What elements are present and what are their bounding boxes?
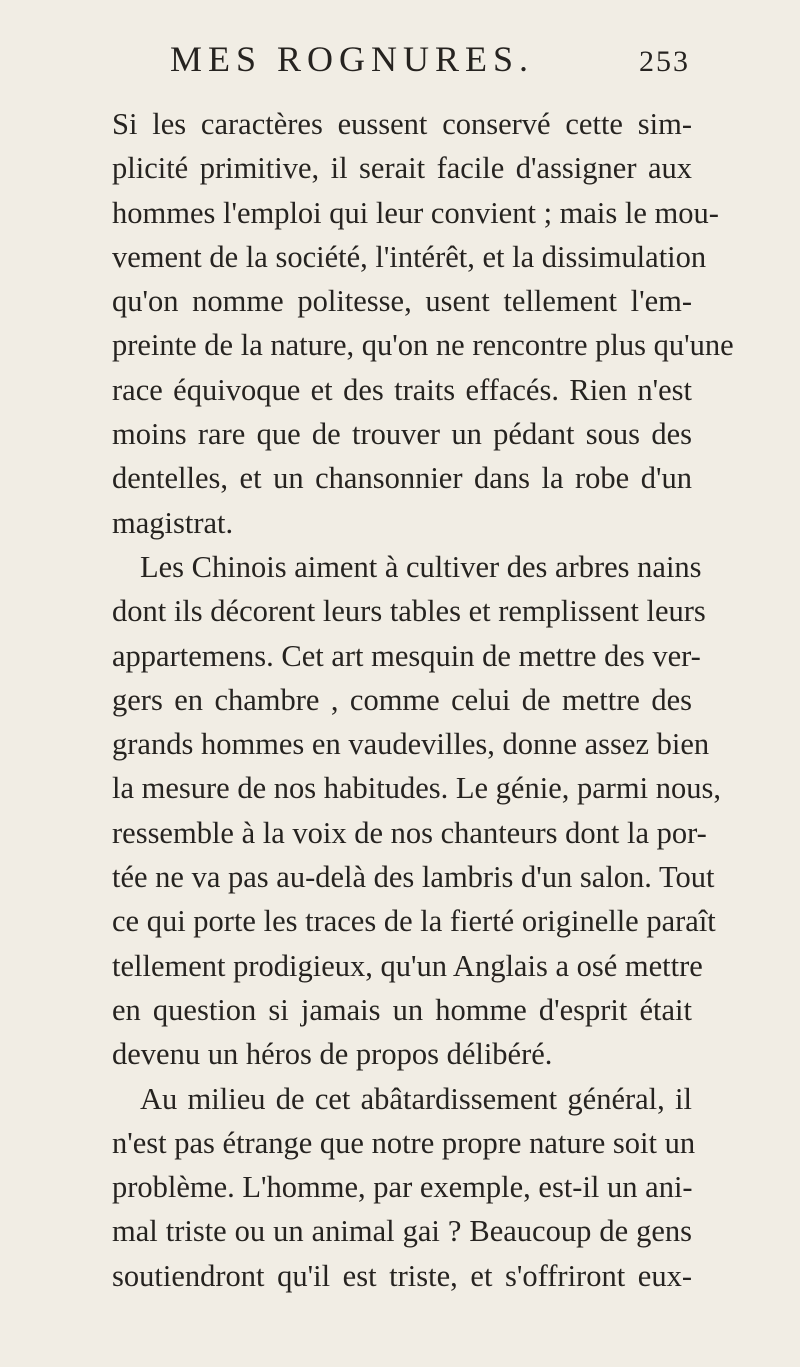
text-line: dentelles, et un chansonnier dans la robe d'un xyxy=(112,461,692,496)
text-line: soutiendront qu'il est triste, et s'offriront eux- xyxy=(112,1258,692,1293)
text-line: devenu un héros de propos délibéré. xyxy=(112,1037,553,1072)
text-line: hommes l'emploi qui leur convient ; mais le mou- xyxy=(112,195,719,230)
running-title: MES ROGNURES. xyxy=(170,39,535,79)
text-line: ce qui porte les traces de la fierté originelle paraît xyxy=(112,904,716,939)
text-line: dont ils décorent leurs tables et remplissent leurs xyxy=(112,594,706,629)
text-line: Si les caractères eussent conservé cette sim- xyxy=(112,107,692,141)
text-line: qu'on nomme politesse, usent tellement l'em- xyxy=(112,284,692,319)
page-number: 253 xyxy=(639,45,690,78)
page-header xyxy=(170,38,690,80)
text-line: tellement prodigieux, qu'un Anglais a osé mettre xyxy=(112,948,703,983)
text-line: Les Chinois aiment à cultiver des arbres nains xyxy=(140,549,702,584)
text-line: ressemble à la voix de nos chanteurs dont la por- xyxy=(112,815,707,850)
text-line: tée ne va pas au-delà des lambris d'un salon. Tout xyxy=(112,860,715,895)
text-line: n'est pas étrange que notre propre nature soit un xyxy=(112,1125,696,1160)
text-line: race équivoque et des traits effacés. Rien n'est xyxy=(112,372,692,407)
text-line: gers en chambre , comme celui de mettre des xyxy=(112,682,692,717)
text-line: Au milieu de cet abâtardissement général, il xyxy=(140,1081,692,1116)
text-line: magistrat. xyxy=(112,505,234,540)
text-line: en question si jamais un homme d'esprit était xyxy=(112,992,692,1027)
text-line: plicité primitive, il serait facile d'assigner aux xyxy=(112,151,692,186)
body-text xyxy=(112,102,734,1298)
text-line: grands hommes en vaudevilles, donne assez bien xyxy=(112,727,710,762)
text-line: preinte de la nature, qu'on ne rencontre plus qu'une xyxy=(112,328,734,363)
text-line: mal triste ou un animal gai ? Beaucoup de gens xyxy=(112,1214,692,1249)
text-line: vement de la société, l'intérêt, et la dissimulation xyxy=(112,239,707,274)
text-line: problème. L'homme, par exemple, est-il un ani- xyxy=(112,1170,693,1205)
text-line: la mesure de nos habitudes. Le génie, parmi nous, xyxy=(112,771,721,806)
text-line: moins rare que de trouver un pédant sous des xyxy=(112,417,692,452)
text-line: appartemens. Cet art mesquin de mettre des ver- xyxy=(112,638,701,673)
